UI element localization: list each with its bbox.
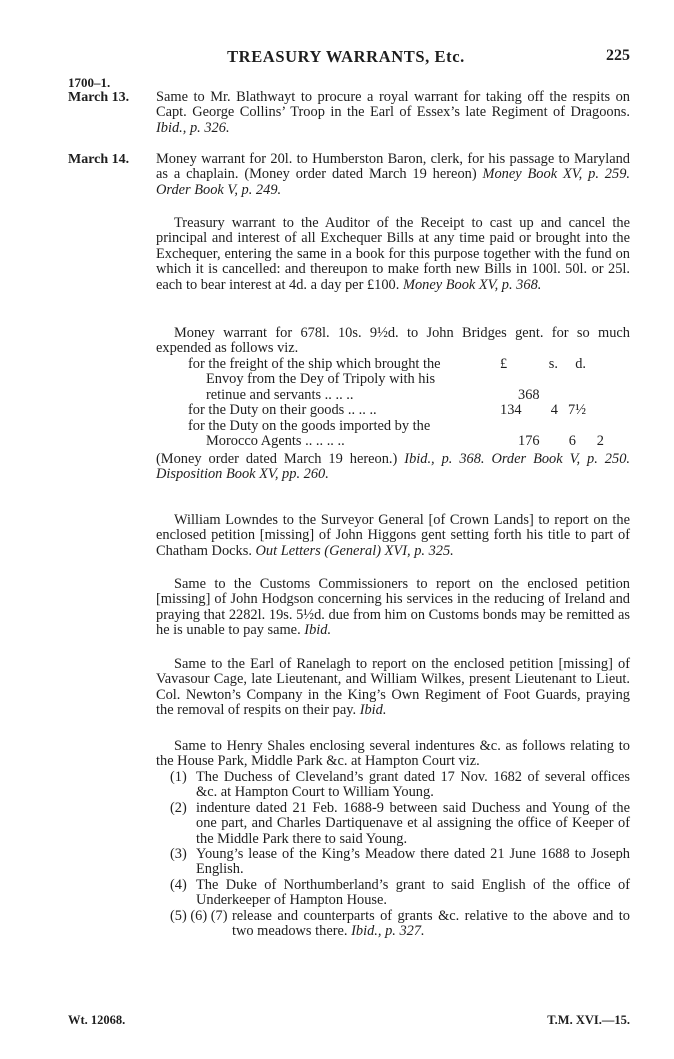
entry-text [156,152,630,198]
year-label: 1700–1. [68,75,111,90]
item-line: retinue and servants .. .. .. [206,386,354,403]
table-row [188,434,620,449]
running-head: TREASURY WARRANTS, Etc. [227,47,465,66]
list-item [170,909,630,940]
expenditure-table [188,357,620,449]
paragraph-text: Same to Henry Shales enclosing several indentures &c. as follows relating to the House Park, Middle Park &c. at Hampton Court viz. [156,738,630,770]
amount-shillings [560,388,576,403]
amount-pounds: 134 [500,402,522,419]
list-item [170,801,630,847]
page-header [62,47,630,69]
list-item-body: release and counterparts of grants &c. relative to the above and to two meadows there. [232,907,630,940]
item-line: for the Duty on their goods .. .. .. [188,402,377,419]
list-item [170,847,630,878]
lowndes-paragraph [156,513,630,559]
amount-pounds: 176 [518,433,540,450]
item-line: for the Duty on the goods imported by the [188,417,431,434]
indenture-list [170,770,630,939]
entry-body: Money warrant for 20l. to Humberston Baron, clerk, for his passage to Maryland as a chaplain. (Money order dated March 19 hereon) [156,151,630,183]
entry-march-14 [68,152,630,198]
table-row [188,419,620,434]
paragraph-reference: Money Book XV, p. 368. [402,276,542,293]
paragraph-reference: Ibid. [359,702,387,719]
table-header [500,357,586,372]
customs-paragraph [156,577,630,639]
column-header-pence: d. [575,356,586,372]
list-item-text [232,909,630,940]
list-item [170,878,630,909]
list-item-text: The Duchess of Cleveland’s grant dated 17 Nov. 1682 of several offices &c. at Hampton Court to William Young. [196,769,630,801]
amount-pence [576,388,604,403]
item-line: Envoy from the Dey of Tripoly with his [206,371,436,388]
entry-reference: Money Book XV, p. 259. Order Book V, p. 249. [156,166,630,198]
entry-body: Same to Mr. Blathwayt to procure a royal warrant for taking off the respits on Capt. George Collins’ Troop in the Earl of Essex’s late Regiment of Dragoons. [156,89,630,121]
item-line: Morocco Agents .. .. .. .. [206,433,345,450]
amount-shillings: 6 [568,433,576,450]
paragraph-text: (Money order dated March 19 hereon.) [156,451,398,467]
amount-pence: 7½ [568,402,586,419]
entry-text [156,90,630,136]
list-item-number: (2) [170,799,187,816]
list-item-number: (5) (6) (7) [170,907,228,924]
page-footer [68,1013,630,1029]
amount-pounds: 368 [518,386,540,403]
table-row [188,372,620,387]
item-line: for the freight of the ship which brought the [188,356,441,372]
paragraph-reference: Out Letters (General) XVI, p. 325. [255,542,454,559]
footer-signature: T.M. XVI.—15. [547,1013,630,1027]
paragraph-text: Same to the Earl of Ranelagh to report on the enclosed petition [missing] of Vavasour Cage, late Lieutenant, and William Wilkes, present Lieutenant to Lieut. Col. Newton’s Company in the King’s Own Regiment of Foot Guards, praying the removal of respits on their pay. [156,656,630,719]
table-row [188,403,620,418]
column-header-shillings: s. [548,356,558,372]
table-row [188,357,620,372]
list-item-number: (1) [170,769,187,785]
paragraph-text: William Lowndes to the Surveyor General [of Crown Lands] to report on the enclosed petition [missing] of John Higgons gent setting forth his title to part of Chatham Docks. [156,512,630,559]
list-item-body: indenture dated 21 Feb. 1688-9 between said Duchess and Young of the one part, and Charles Dartiquenave et al assigning the office of Keeper of the Middle Park there to said Young. [196,799,630,847]
entry-date: March 13. [68,90,130,105]
paragraph-reference: Ibid. [304,622,332,639]
shales-paragraph [156,739,630,770]
paragraph-text: Money warrant for 678l. 10s. 9½d. to John Bridges gent. for so much expended as follows viz. [156,325,630,357]
entry-reference: Ibid., p. 326. [156,119,230,136]
paragraph-text: Same to the Customs Commissioners to report on the enclosed petition [missing] of John Hodgson concerning his services in the reducing of Ireland and praying that 2282l. 19s. 5½d. due from him on Customs bonds may be remitted as he is unable to pay same. [156,576,630,639]
amount-shillings: 4 [550,402,558,419]
entry-march-13 [68,90,630,136]
list-item-text [196,801,630,847]
list-item [170,770,630,801]
footer-print-code: Wt. 12068. [68,1013,126,1027]
list-reference: Ibid., p. 327. [351,923,425,940]
money-warrant-closing [156,452,630,483]
money-warrant-intro [156,326,630,357]
table-row [188,388,620,403]
amount-pence: 2 [596,433,604,450]
table-cell-description [188,357,500,372]
treasury-warrant-paragraph [156,216,630,293]
paragraph-reference: Ibid., p. 368. Order Book V, p. 250. Disposition Book XV, pp. 260. [156,451,630,483]
column-header-pounds: £ [500,356,508,372]
list-item-text: The Duke of Northumberland’s grant to said English of the office of Underkeeper of Hampton House. [196,876,630,909]
entry-date: March 14. [68,152,130,167]
page-number: 225 [606,47,630,64]
ranelagh-paragraph [156,657,630,719]
list-item-number: (4) [170,876,187,893]
list-item-text: Young’s lease of the King’s Meadow there dated 21 June 1688 to Joseph English. [196,846,630,878]
list-item-number: (3) [170,846,187,863]
paragraph-text: Treasury warrant to the Auditor of the Receipt to cast up and cancel the principal and interest of all Exchequer Bills at any time paid or brought into the Exchequer, entering the same in a book for this purpose together with the fund on which it is cancelled: and thereupon to make forth new Bills in 100l. 50l. or 25l. each to bear interest at 4d. a day per £100. [156,215,630,293]
